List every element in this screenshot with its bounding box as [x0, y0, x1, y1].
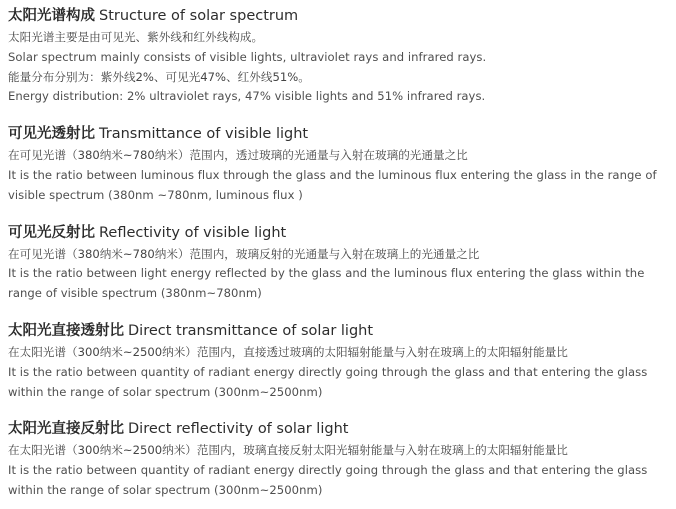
- paragraph-zh: 能量分布分别为：紫外线2%、可见光47%、红外线51%。: [8, 69, 310, 84]
- paragraph-en: It is the ratio between quantity of radiant energy directly going through the glass and that entering the glass within the range of solar spectrum (300nm~2500nm): [8, 364, 648, 399]
- section-title-en: Direct reflectivity of solar light: [128, 421, 349, 438]
- section-solar-direct-transmittance: [8, 321, 670, 402]
- section-title-zh: 太阳光谱构成: [8, 8, 95, 24]
- section-title-zh: 可见光透射比: [8, 126, 95, 143]
- paragraph-en: It is the ratio between light energy reflected by the glass and the luminous flux entering the glass within the range of visible spectrum (380nm~780nm): [8, 266, 645, 301]
- section-visible-transmittance: [8, 124, 670, 205]
- section-title: [8, 321, 670, 341]
- section-visible-reflectivity: [8, 223, 670, 304]
- section-title: [8, 419, 670, 439]
- section-title-zh: 太阳光直接透射比: [8, 322, 124, 339]
- section-title: [8, 223, 670, 243]
- paragraph-zh: 太阳光谱主要是由可见光、紫外线和红外线构成。: [8, 30, 264, 44]
- section-title-en: Transmittance of visible light: [99, 126, 309, 143]
- paragraph-zh: 在太阳光谱（300纳米~2500纳米）范围内，直接透过玻璃的太阳辐射能量与入射在玻璃上的太阳辐射能量比: [8, 344, 568, 359]
- section-title-en: Reflectivity of visible light: [99, 224, 287, 241]
- section-title: [8, 124, 670, 144]
- paragraph-zh: 在可见光谱（380纳米~780纳米）范围内，透过玻璃的光通量与入射在玻璃的光通量之比: [8, 148, 468, 163]
- section-title-zh: 可见光反射比: [8, 224, 95, 241]
- paragraph-zh: 在太阳光谱（300纳米~2500纳米）范围内，玻璃直接反射太阳光辐射能量与入射在玻璃上的太阳辐射能量比: [8, 443, 568, 458]
- section-title: [8, 6, 670, 26]
- paragraph-en: It is the ratio between luminous flux through the glass and the luminous flux entering the glass in the range of visible spectrum (380nm ~780nm, luminous flux ): [8, 167, 657, 202]
- section-solar-direct-reflectivity: [8, 419, 670, 500]
- paragraph-en: It is the ratio between quantity of radiant energy directly going through the glass and that entering the glass within the range of solar spectrum (300nm~2500nm): [8, 463, 648, 497]
- section-title-zh: 太阳光直接反射比: [8, 421, 124, 438]
- section-solar-spectrum-structure: [8, 6, 670, 107]
- paragraph-zh: 在可见光谱（380纳米~780纳米）范围内，玻璃反射的光通量与入射在玻璃上的光通量之比: [8, 246, 480, 261]
- section-title-en: Direct transmittance of solar light: [128, 322, 374, 339]
- section-title-en: Structure of solar spectrum: [99, 8, 299, 24]
- paragraph-en: Energy distribution: 2% ultraviolet rays, 47% visible lights and 51% infrared rays.: [8, 89, 486, 104]
- paragraph-en: Solar spectrum mainly consists of visible lights, ultraviolet rays and infrared rays.: [8, 49, 487, 64]
